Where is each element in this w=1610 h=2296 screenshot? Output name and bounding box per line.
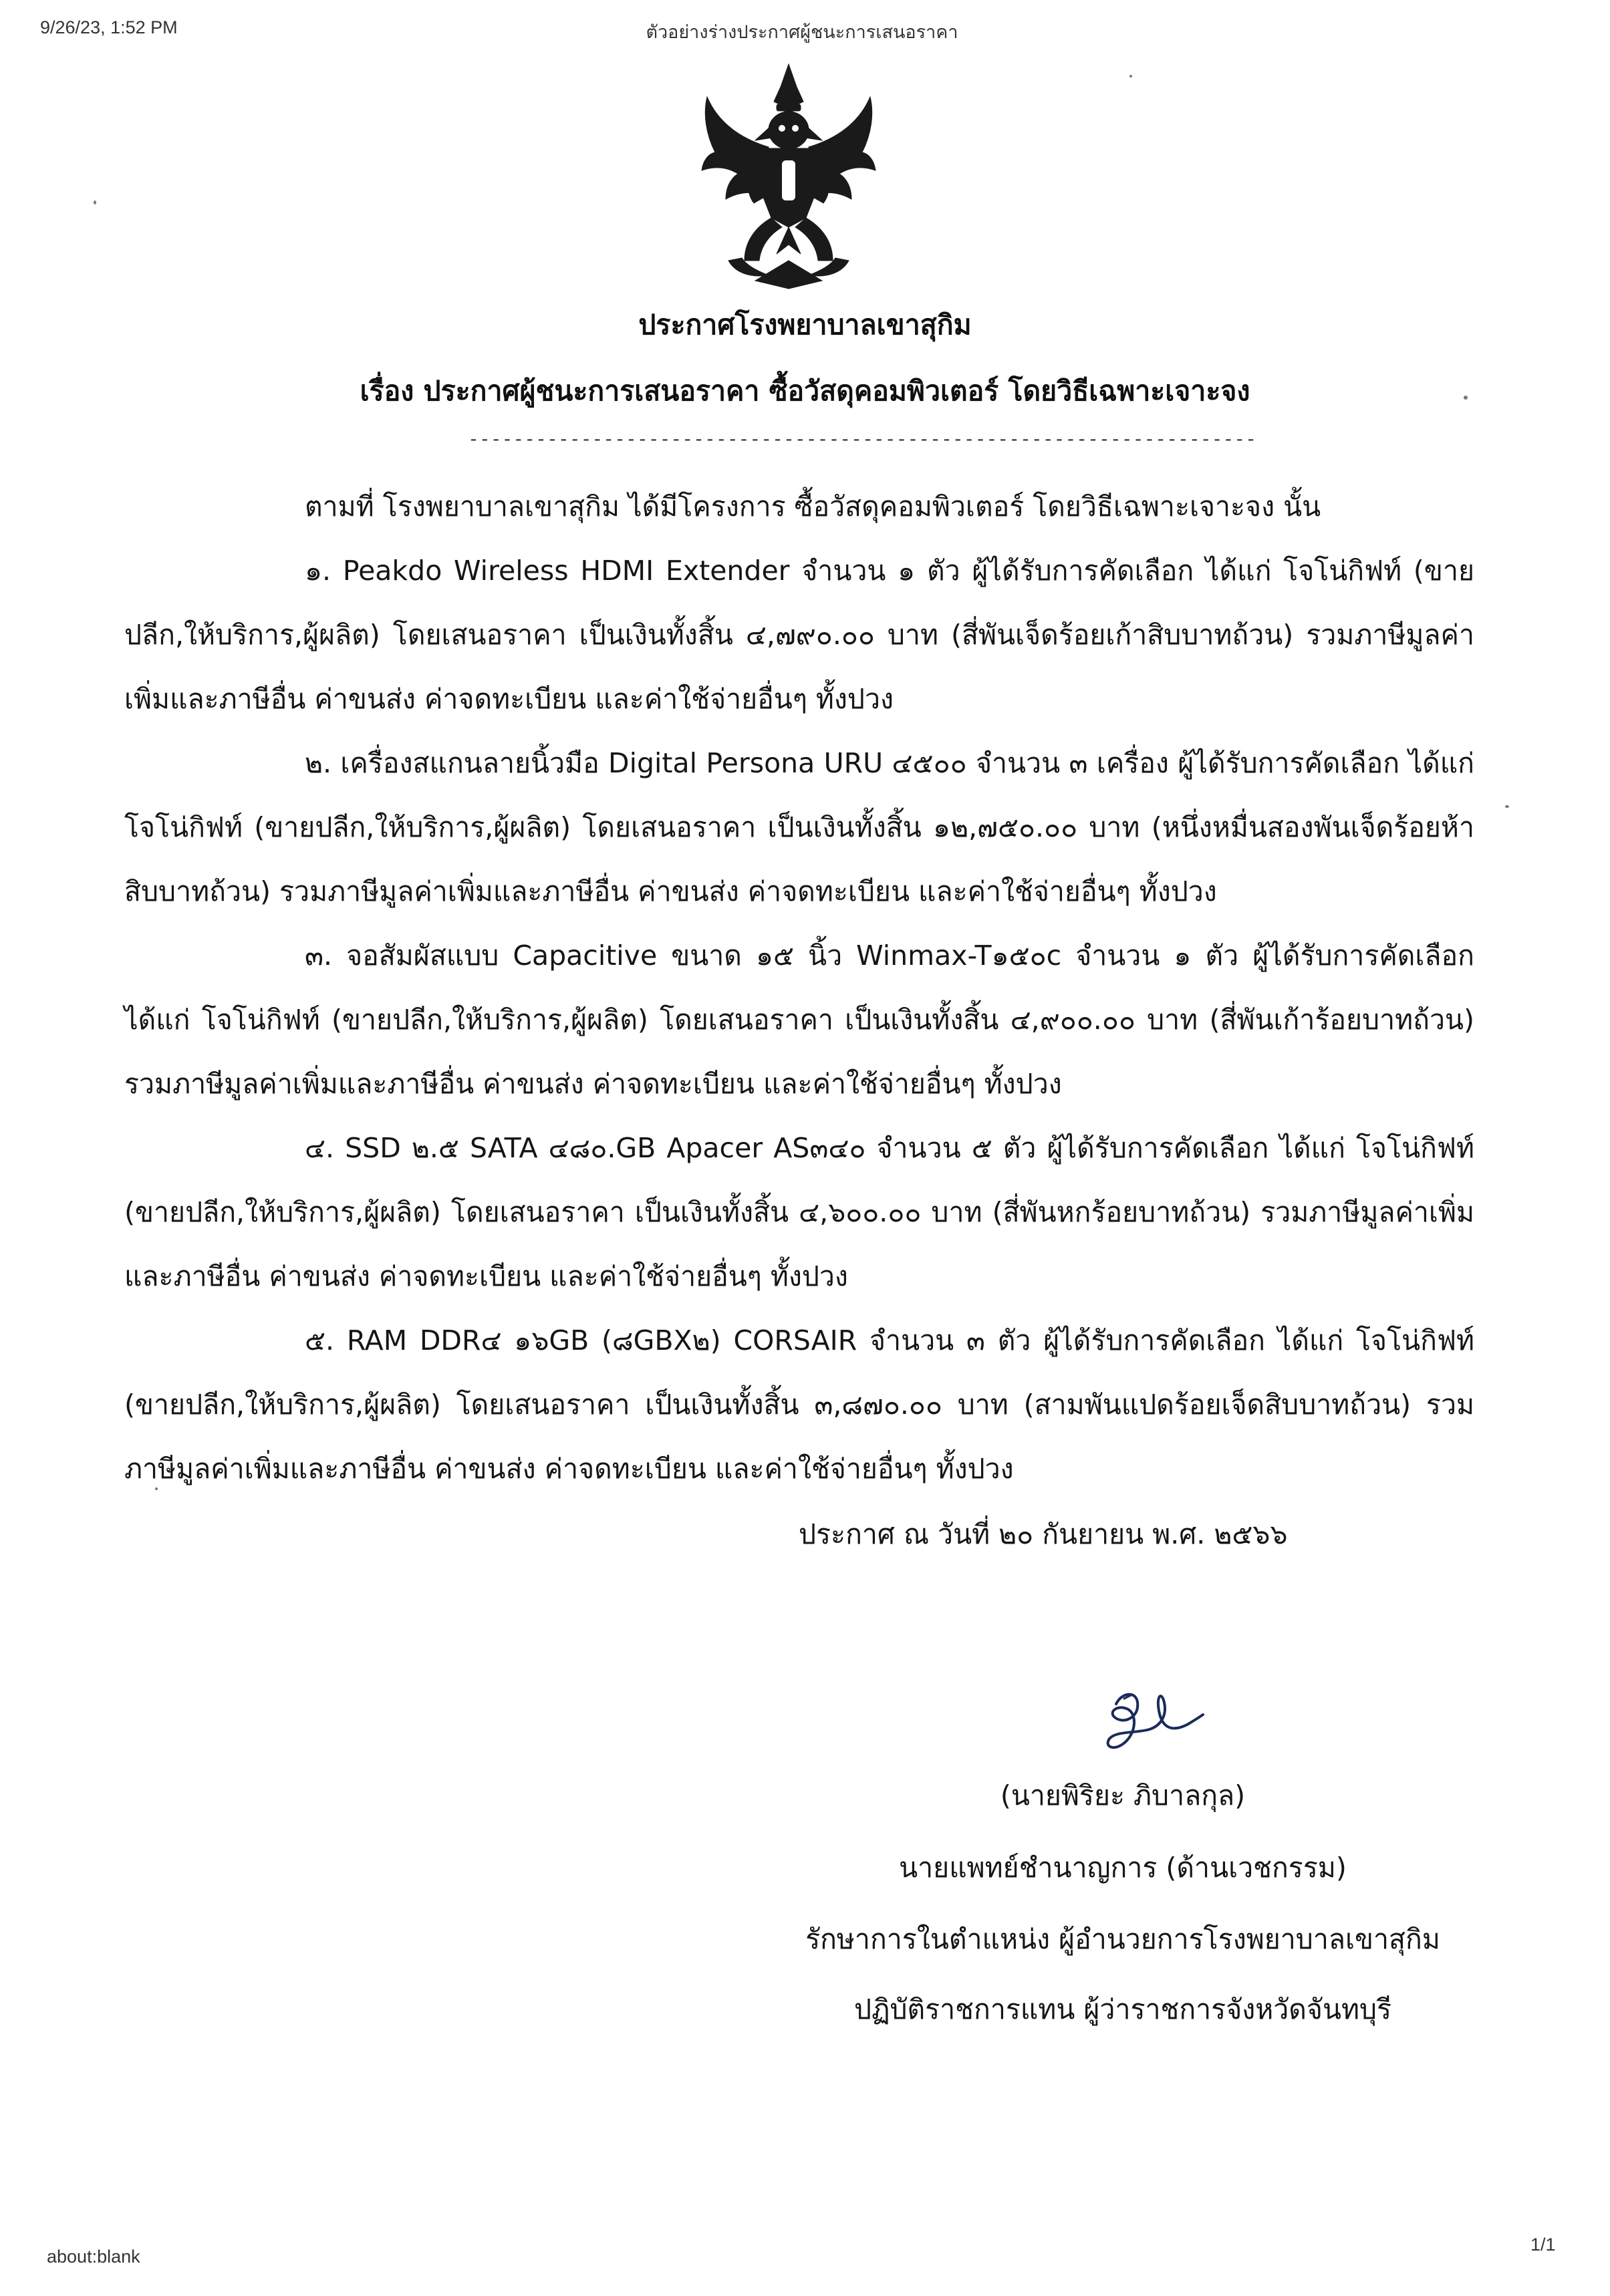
signatory-acting-title: รักษาการในตำแหน่ง ผู้อำนวยการโรงพยาบาลเขาสุกิม xyxy=(805,1923,1440,1955)
scan-speck xyxy=(1464,396,1468,400)
scan-speck xyxy=(94,200,96,204)
announcement-body xyxy=(124,474,1474,1501)
winner-item-4: ๔. SSD ๒.๕ SATA ๔๘๐.GB Apacer AS๓๔๐ จำนวน ๕ ตัว ผู้ได้รับการคัดเลือก ได้แก่ โจโน่กิฟท์ (ขายปลีก,ให้บริการ,ผู้ผลิต) โดยเสนอราคา เป็นเงินทั้งสิ้น ๔,๖๐๐.๐๐ บาท (สี่พันหกร้อยบาทถ้วน) รวมภาษีมูลค่าเพิ่มและภาษีอื่น ค่าขนส่ง ค่าจดทะเบียน และค่าใช้จ่ายอื่นๆ ทั้งปวง xyxy=(124,1132,1474,1292)
garuda-emblem-icon xyxy=(688,60,889,294)
scan-speck xyxy=(1129,75,1132,78)
winner-item-2: ๒. เครื่องสแกนลายนิ้วมือ Digital Persona URU ๔๕๐๐ จำนวน ๓ เครื่อง ผู้ได้รับการคัดเลือก ได้แก่ โจโน่กิฟท์ (ขายปลีก,ให้บริการ,ผู้ผลิต) โดยเสนอราคา เป็นเงินทั้งสิ้น ๑๒,๗๕๐.๐๐ บาท (หนึ่งหมื่นสองพันเจ็ดร้อยห้าสิบบาทถ้วน) รวมภาษีมูลค่าเพิ่มและภาษีอื่น ค่าขนส่ง ค่าจดทะเบียน และค่าใช้จ่ายอื่นๆ ทั้งปวง xyxy=(124,747,1474,907)
print-datetime: 9/26/23, 1:52 PM xyxy=(40,17,178,37)
signatory-on-behalf: ปฏิบัติราชการแทน ผู้ว่าราชการจังหวัดจันทบุรี xyxy=(853,1993,1392,2025)
winner-item-1: ๑. Peakdo Wireless HDMI Extender จำนวน ๑ ตัว ผู้ได้รับการคัดเลือก ได้แก่ โจโน่กิฟท์ (ขายปลีก,ให้บริการ,ผู้ผลิต) โดยเสนอราคา เป็นเงินทั้งสิ้น ๔,๗๙๐.๐๐ บาท (สี่พันเจ็ดร้อยเก้าสิบบาทถ้วน) รวมภาษีมูลค่าเพิ่มและภาษีอื่น ค่าขนส่ง ค่าจดทะเบียน และค่าใช้จ่ายอื่นๆ ทั้งปวง xyxy=(124,555,1474,715)
winner-item-3: ๓. จอสัมผัสแบบ Capacitive ขนาด ๑๕ นิ้ว Winmax-T๑๕๐c จำนวน ๑ ตัว ผู้ได้รับการคัดเลือก ได้แก่ โจโน่กิฟท์ (ขายปลีก,ให้บริการ,ผู้ผลิต) โดยเสนอราคา เป็นเงินทั้งสิ้น ๔,๙๐๐.๐๐ บาท (สี่พันเก้าร้อยบาทถ้วน) รวมภาษีมูลค่าเพิ่มและภาษีอื่น ค่าขนส่ง ค่าจดทะเบียน และค่าใช้จ่ายอื่นๆ ทั้งปวง xyxy=(124,940,1474,1100)
announcement-title: ประกาศโรงพยาบาลเขาสุกิม xyxy=(638,309,972,341)
announcement-subject: เรื่อง ประกาศผู้ชนะการเสนอราคา ซื้อวัสดุคอมพิวเตอร์ โดยวิธีเฉพาะเจาะจง xyxy=(360,375,1250,407)
print-page-count: 1/1 xyxy=(1530,2235,1556,2255)
print-url: about:blank xyxy=(47,2247,140,2267)
handwritten-signature xyxy=(1076,1677,1210,1764)
print-page-title: ตัวอย่างร่างประกาศผู้ชนะการเสนอราคา xyxy=(646,22,958,42)
signatory-position: นายแพทย์ชำนาญการ (ด้านเวชกรรม) xyxy=(899,1852,1347,1884)
signatory-name: (นายพิริยะ ภิบาลกุล) xyxy=(1000,1779,1246,1812)
scan-speck xyxy=(1505,805,1509,808)
announcement-intro: ตามที่ โรงพยาบาลเขาสุกิม ได้มีโครงการ ซื้อวัสดุคอมพิวเตอร์ โดยวิธีเฉพาะเจาะจง นั้น xyxy=(305,490,1321,523)
winner-item-5: ๕. RAM DDR๔ ๑๖GB (๘GBX๒) CORSAIR จำนวน ๓ ตัว ผู้ได้รับการคัดเลือก ได้แก่ โจโน่กิฟท์ (ขายปลีก,ให้บริการ,ผู้ผลิต) โดยเสนอราคา เป็นเงินทั้งสิ้น ๓,๘๗๐.๐๐ บาท (สามพันแปดร้อยเจ็ดสิบบาทถ้วน) รวมภาษีมูลค่าเพิ่มและภาษีอื่น ค่าขนส่ง ค่าจดทะเบียน และค่าใช้จ่ายอื่นๆ ทั้งปวง xyxy=(124,1324,1474,1485)
heading-divider: ---------------------------------------------------------------------- xyxy=(468,428,1257,450)
scan-speck xyxy=(155,1487,158,1490)
announcement-date: ประกาศ ณ วันที่ ๒๐ กันยายน พ.ศ. ๒๕๖๖ xyxy=(799,1518,1288,1550)
